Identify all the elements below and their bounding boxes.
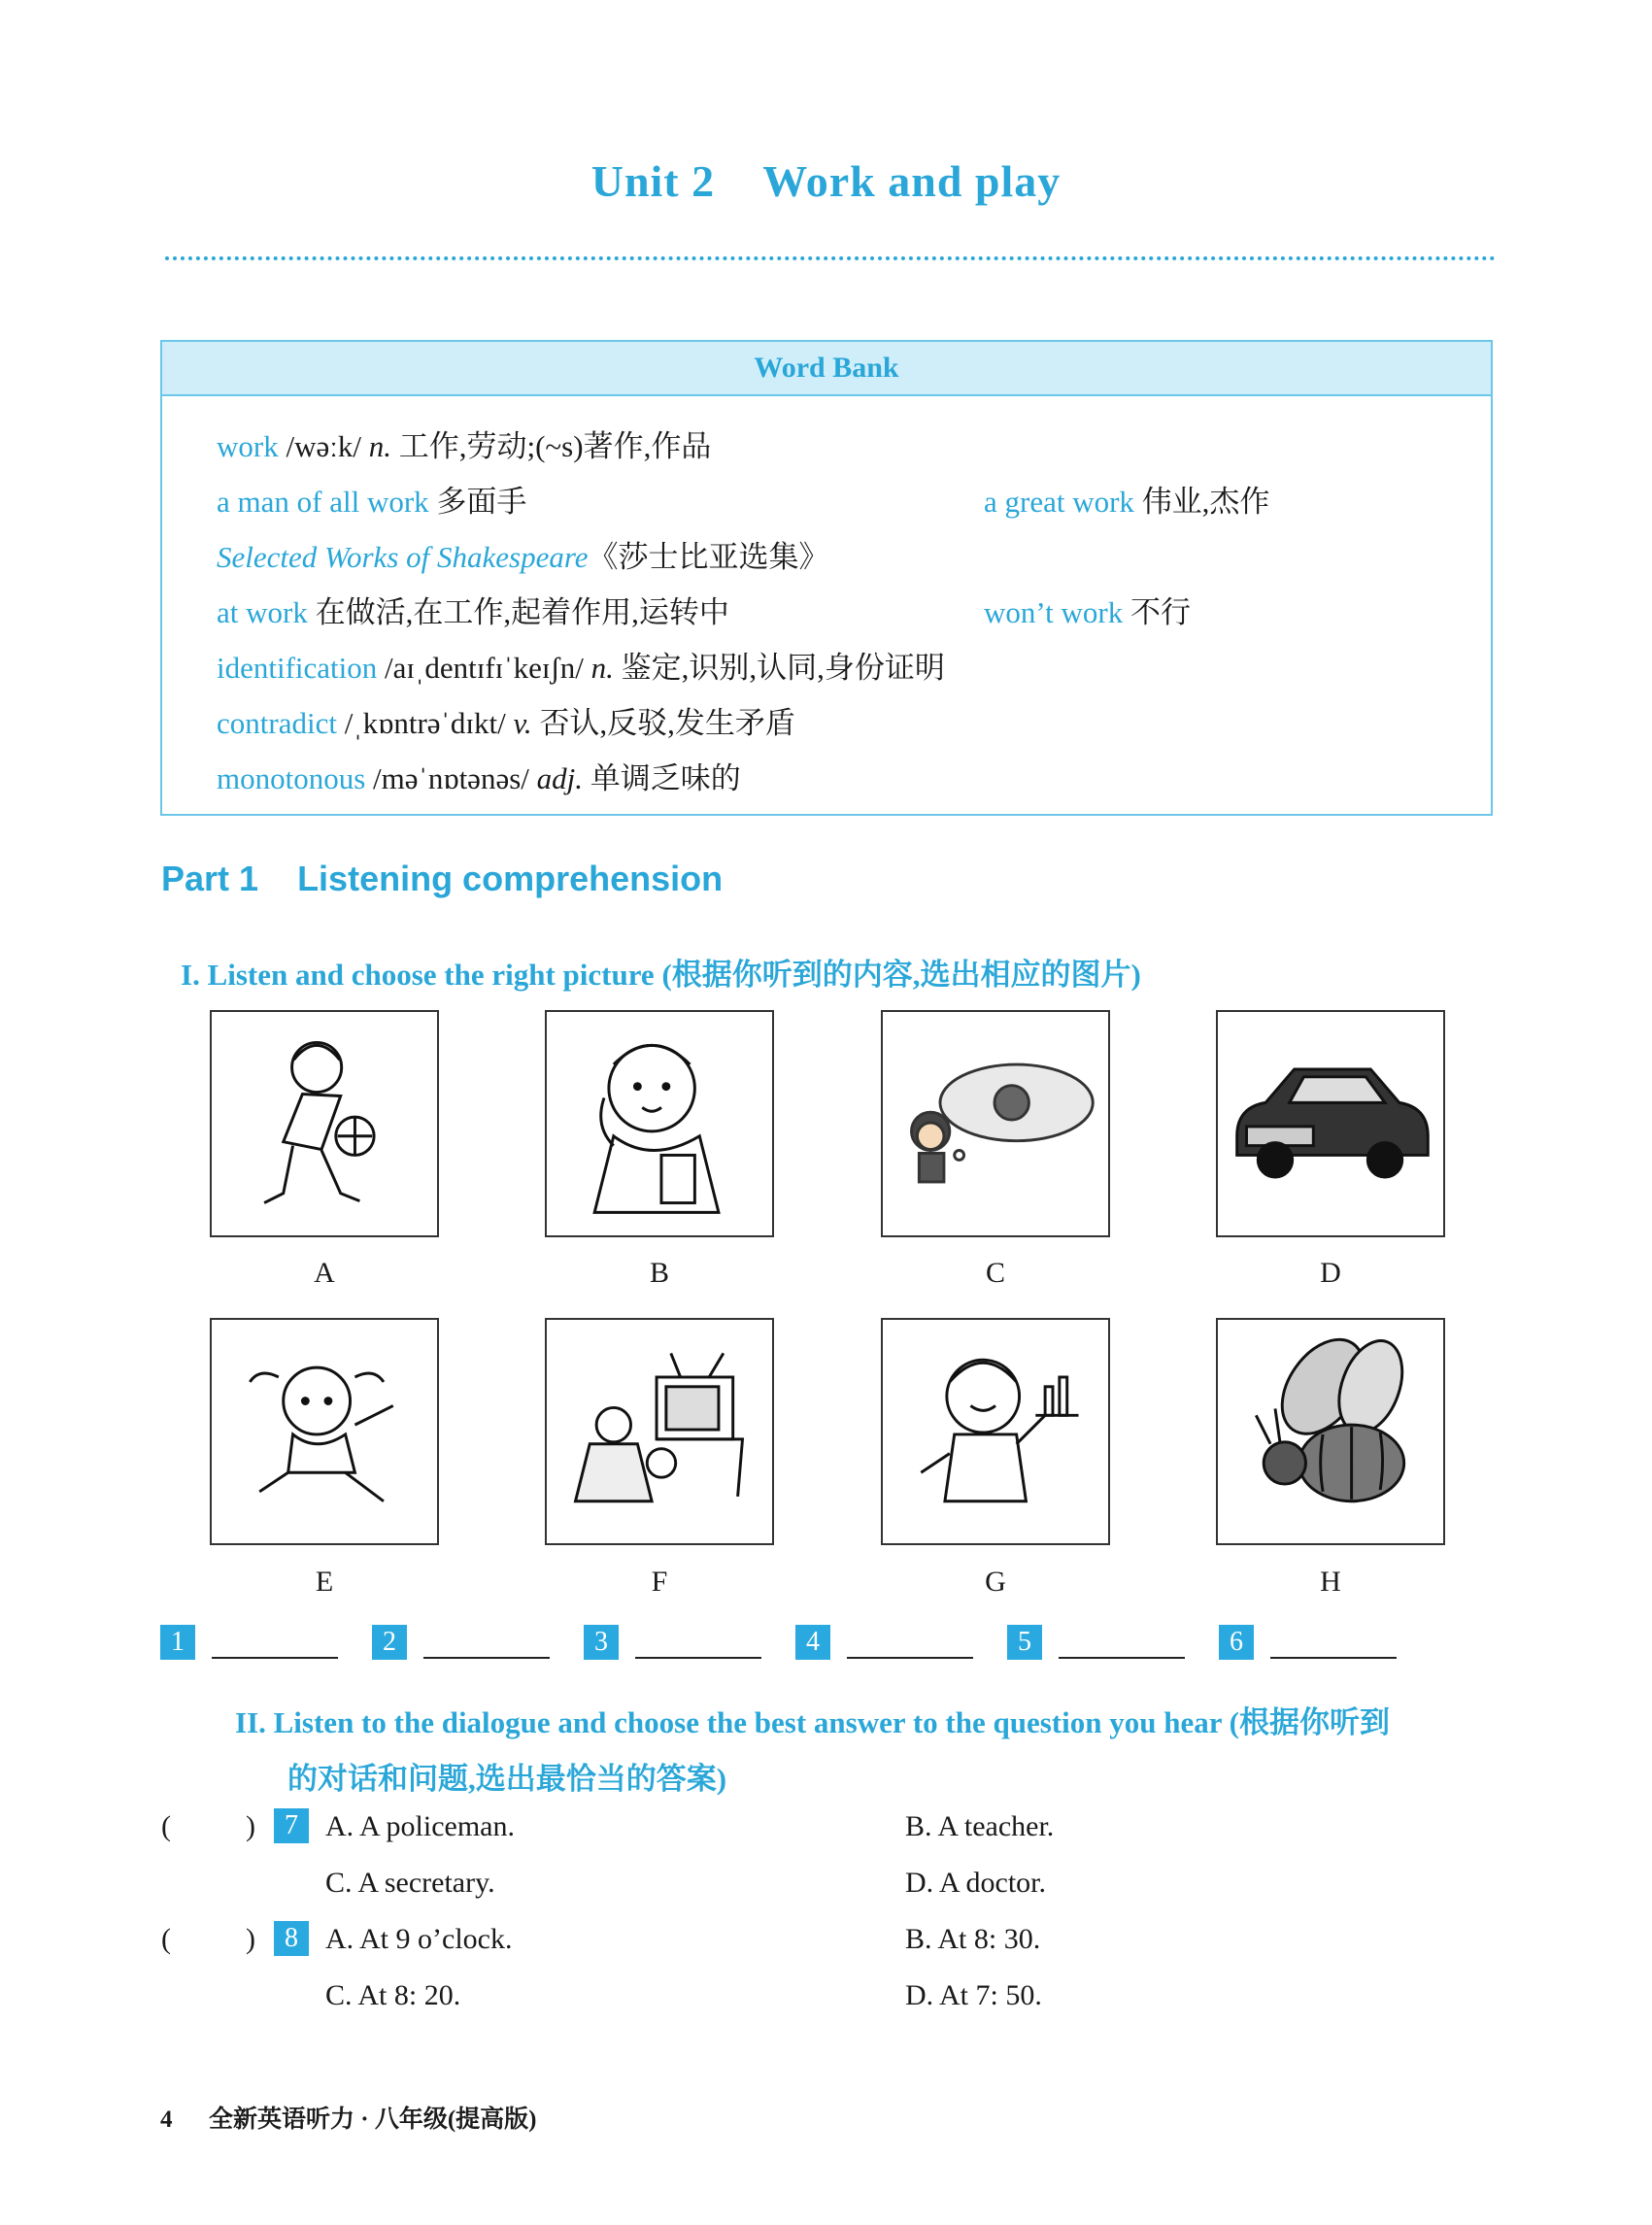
word-bank-entry: at work 在做活,在工作,起着作用,运转中 [217,595,729,629]
answer-blank[interactable] [212,1657,338,1659]
option-b[interactable]: B. At 8: 30. [905,1923,1041,1955]
picture-label: E [315,1566,334,1598]
dotted-divider [165,256,1496,260]
car-icon [1216,1010,1445,1237]
question-number: 4 [795,1625,830,1660]
word-bank-entry: monotonous /məˈnɒtənəs/ adj. 单调乏味的 [217,761,741,795]
page-footer: 4 全新英语听力 · 八年级(提高版) [160,2107,537,2133]
option-a[interactable]: A. At 9 o’clock. [325,1923,513,1955]
option-c[interactable]: C. At 8: 20. [325,1979,461,2011]
question-number: 2 [372,1625,407,1660]
answer-blank[interactable] [847,1657,973,1659]
question-number: 7 [274,1808,309,1843]
word-bank-entry: Selected Works of Shakespeare《莎士比亚选集》 [217,540,829,574]
girl-dancing-icon [210,1318,439,1545]
boy-basketball-icon [210,1010,439,1237]
boy-chemistry-icon [881,1318,1110,1545]
answer-paren-close: ) [246,1810,255,1842]
option-b[interactable]: B. A teacher. [905,1810,1055,1842]
picture-label: B [649,1257,669,1289]
answer-blank[interactable] [1059,1657,1185,1659]
section-heading-continued: 的对话和问题,选出最恰当的答案) [287,1762,727,1796]
boy-reading-phone-icon [545,1010,774,1237]
bee-icon [1216,1318,1445,1545]
word-bank [160,340,1493,816]
section-heading: I. Listen and choose the right picture (根据你听到的内容,选出相应的图片) [181,958,1141,992]
answer-paren-open: ( [161,1810,171,1842]
part-heading: Part 1 Listening comprehension [161,859,724,898]
word-bank-entry: won’t work 不行 [984,595,1191,629]
option-d[interactable]: D. A doctor. [905,1867,1047,1899]
option-c[interactable]: C. A secretary. [325,1867,495,1899]
picture-label: C [985,1257,1005,1289]
picture-label: H [1320,1566,1341,1598]
answer-paren-close: ) [246,1923,255,1955]
question-number: 3 [584,1625,619,1660]
question-number: 1 [160,1625,195,1660]
kids-watching-tv-icon [545,1318,774,1545]
picture-label: A [314,1257,335,1289]
word-bank-entry: a great work 伟业,杰作 [984,485,1270,519]
word-bank-entry: work /wəːk/ n. 工作,劳动;(~s)著作,作品 [217,429,712,463]
boy-dreaming-icon [881,1010,1110,1237]
answer-blank[interactable] [635,1657,761,1659]
option-d[interactable]: D. At 7: 50. [905,1979,1042,2011]
section-heading: II. Listen to the dialogue and choose the best answer to the question you hear (根据你听到 [235,1705,1390,1739]
picture-label: D [1320,1257,1341,1289]
word-bank-entry: contradict /ˌkɒntrəˈdɪkt/ v. 否认,反驳,发生矛盾 [217,706,795,740]
picture-label: G [985,1566,1006,1598]
picture-label: F [651,1566,668,1598]
unit-title: Unit 2 Work and play [590,156,1062,206]
option-a[interactable]: A. A policeman. [325,1810,515,1842]
answer-blank[interactable] [1270,1657,1397,1659]
answer-blank[interactable] [423,1657,550,1659]
question-number: 5 [1007,1625,1042,1660]
word-bank-header: Word Bank [162,342,1491,396]
word-bank-entry: identification /aɪˌdentɪfɪˈkeɪʃn/ n. 鉴定,识别,认同,身份证明 [217,651,945,685]
word-bank-entry: a man of all work 多面手 [217,485,527,519]
question-number: 8 [274,1921,309,1956]
question-number: 6 [1219,1625,1254,1660]
answer-paren-open: ( [161,1923,171,1955]
